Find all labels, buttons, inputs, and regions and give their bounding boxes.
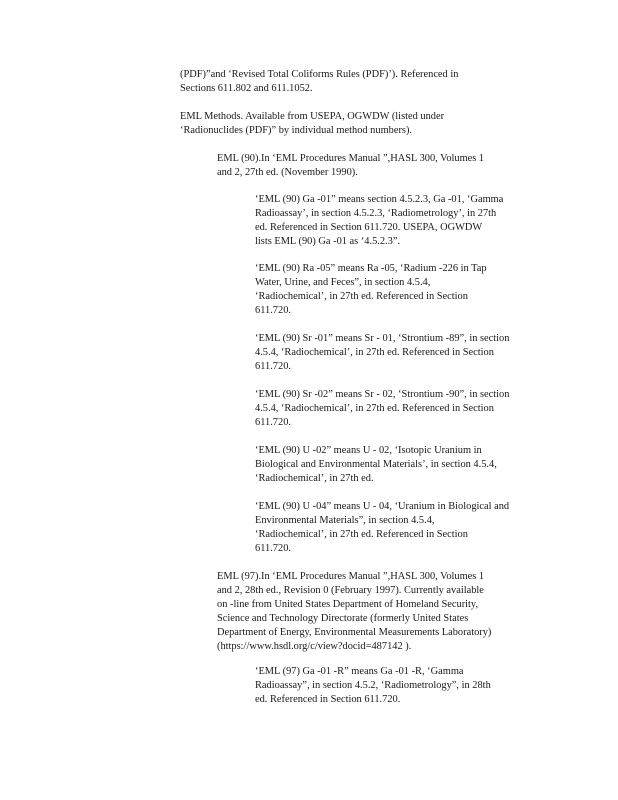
text-line: ed. Referenced in Section 611.720. USEPA, OGWDW xyxy=(255,222,483,233)
eml-90-u-02-entry xyxy=(255,444,535,486)
text-line: ‘EML (90) U -02” means U - 02, ‘Isotopic Uranium in xyxy=(255,445,482,456)
text-line: ‘EML (90) Sr -02” means Sr - 02, ‘Strontium -90”, in section xyxy=(255,389,510,400)
text-line: ‘Radiochemical’, in 27th ed. xyxy=(255,473,374,484)
text-line: 611.720. xyxy=(255,417,291,428)
text-line: ‘EML (90) Sr -01” means Sr - 01, ‘Strontium -89”, in section xyxy=(255,333,510,344)
text-line: lists EML (90) Ga -01 as ‘4.5.2.3”. xyxy=(255,236,401,247)
text-line: Water, Urine, and Feces”, in section 4.5.4, xyxy=(255,277,431,288)
coliform-rules-reference-text xyxy=(180,68,514,96)
eml-90-ga-01-entry xyxy=(255,193,539,249)
text-line: (PDF)”and ‘Revised Total Coliforms Rules (PDF)’). Referenced in xyxy=(180,69,459,80)
text-line: EML (90).In ‘EML Procedures Manual ”,HASL 300, Volumes 1 xyxy=(217,153,485,164)
text-line: EML Methods. Available from USEPA, OGWDW (listed under xyxy=(180,111,445,122)
text-line: and 2, 27th ed. (November 1990). xyxy=(217,167,358,178)
eml-90-sr-02-entry xyxy=(255,388,535,430)
text-line: ‘Radiochemical’, in 27th ed. Referenced in Section xyxy=(255,291,468,302)
text-line: Department of Energy, Environmental Measurements Laboratory) xyxy=(217,627,492,638)
text-line: ‘EML (90) Ra -05” means Ra -05, ‘Radium -226 in Tap xyxy=(255,263,487,274)
text-line: 4.5.4, ‘Radiochemical’, in 27th ed. Referenced in Section xyxy=(255,403,494,414)
text-line: 611.720. xyxy=(255,543,291,554)
text-line: Science and Technology Directorate (formerly United States xyxy=(217,613,469,624)
text-line: on -line from United States Department of Homeland Security, xyxy=(217,599,479,610)
text-line: ed. Referenced in Section 611.720. xyxy=(255,694,401,705)
text-line: EML (97).In ‘EML Procedures Manual ”,HASL 300, Volumes 1 xyxy=(217,571,485,582)
text-line: Environmental Materials”, in section 4.5.4, xyxy=(255,515,435,526)
text-line: ‘EML (90) Ga -01” means section 4.5.2.3, Ga -01, ‘Gamma xyxy=(255,194,504,205)
text-line: Radioassay’, in section 4.5.2.3, ‘Radiometrology’, in 27th xyxy=(255,208,497,219)
eml-90-ra-05-entry xyxy=(255,262,517,318)
eml-97-definition xyxy=(217,570,539,654)
text-line: (https://www.hsdl.org/c/view?docid=487142 ). xyxy=(217,641,412,652)
text-line: and 2, 28th ed., Revision 0 (February 1997). Currently available xyxy=(217,585,484,596)
eml-97-ga-01-r-entry xyxy=(255,665,529,707)
eml-90-sr-01-entry xyxy=(255,332,535,374)
text-line: Radioassay”, in section 4.5.2, ‘Radiometrology”, in 28th xyxy=(255,680,491,691)
text-line: ‘Radiochemical’, in 27th ed. Referenced in Section xyxy=(255,529,468,540)
text-line: 611.720. xyxy=(255,361,291,372)
text-line: Biological and Environmental Materials’, in section 4.5.4, xyxy=(255,459,497,470)
eml-90-definition xyxy=(217,152,539,180)
text-line: ‘EML (97) Ga -01 -R” means Ga -01 -R, ‘Gamma xyxy=(255,666,464,677)
eml-90-u-04-entry xyxy=(255,500,541,556)
text-line: Sections 611.802 and 611.1052. xyxy=(180,83,313,94)
text-line: 611.720. xyxy=(255,305,291,316)
text-line: 4.5.4, ‘Radiochemical’, in 27th ed. Referenced in Section xyxy=(255,347,494,358)
text-line: ‘Radionuclides (PDF)” by individual method numbers). xyxy=(180,125,413,136)
text-line: ‘EML (90) U -04” means U - 04, ‘Uranium in Biological and xyxy=(255,501,510,512)
eml-methods-availability xyxy=(180,110,490,138)
